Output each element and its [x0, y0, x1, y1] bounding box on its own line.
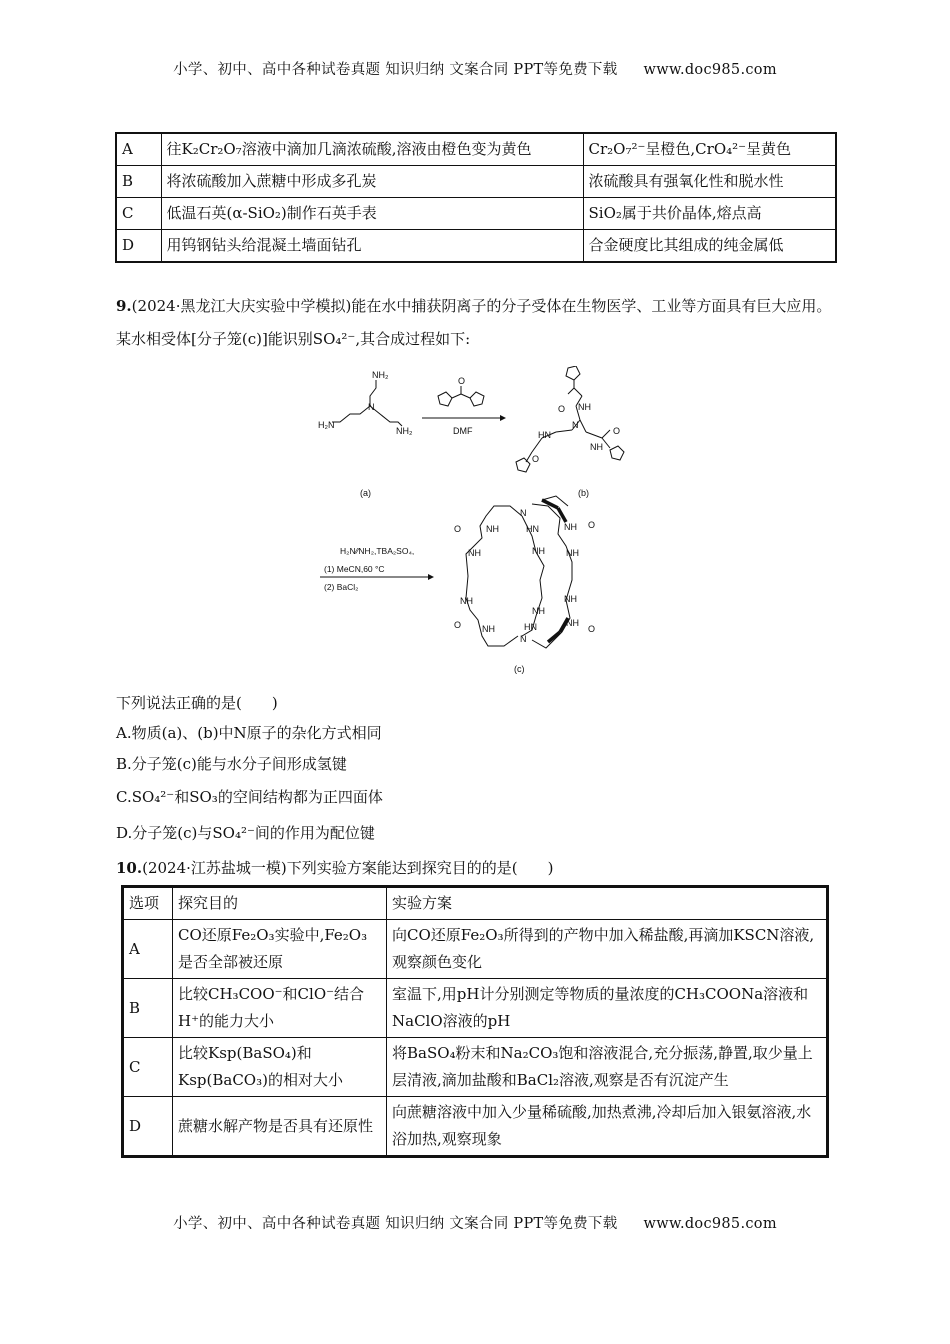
- header-site: www.doc985.com: [643, 62, 777, 78]
- option-b: B.分子笼(c)能与水分子间形成氢键: [116, 755, 347, 773]
- o-b3: O: [613, 426, 621, 436]
- question-9: [116, 290, 840, 356]
- nh-c5: NH: [532, 546, 545, 556]
- o-cdi: O: [458, 376, 466, 386]
- question-text: (2024·黑龙江大庆实验中学模拟)能在水中捕获阴离子的分子受体在生物医学、工业等方面具有巨大应用。某水相受体[分子笼(c)]能识别SO₄²⁻,其合成过程如下:: [116, 297, 832, 348]
- arrow-1-head: [500, 415, 506, 421]
- table-row: [116, 230, 836, 263]
- row-operation: 将浓硫酸加入蔗糖中形成多孔炭: [161, 166, 583, 198]
- table-row: [116, 166, 836, 198]
- table-row: [123, 920, 828, 979]
- hn-c1: HN: [526, 524, 539, 534]
- h2n-left: H₂N: [318, 420, 335, 430]
- row-operation: 往K₂Cr₂O₇溶液中滴加几滴浓硫酸,溶液由橙色变为黄色: [161, 133, 583, 166]
- header-plan: 实验方案: [387, 887, 828, 920]
- n-a: N: [368, 402, 375, 412]
- molecule-a: [332, 380, 402, 426]
- row-plan: 室温下,用pH计分别测定等物质的量浓度的CH₃COONa溶液和NaClO溶液的pH: [387, 979, 828, 1038]
- o-c3: O: [588, 520, 596, 530]
- n-c-bottom: N: [520, 634, 527, 644]
- nh2-right: NH₂: [396, 426, 413, 436]
- option-c: C.SO₄²⁻和SO₃的空间结构都为正四面体: [116, 788, 383, 806]
- table-q8-options: [115, 132, 837, 263]
- row-label: A: [116, 133, 161, 166]
- label-b: (b): [578, 488, 589, 498]
- row-reason: 合金硬度比其组成的纯金属低: [583, 230, 836, 263]
- hn-b: HN: [538, 430, 551, 440]
- table-row: [116, 133, 836, 166]
- footer-site: www.doc985.com: [643, 1216, 777, 1232]
- table-row: [123, 979, 828, 1038]
- o-c1: O: [454, 524, 462, 534]
- o-b1: O: [558, 404, 566, 414]
- header-purpose: 探究目的: [173, 887, 387, 920]
- row-plan: 将BaSO₄粉末和Na₂CO₃饱和溶液混合,充分振荡,静置,取少量上层清液,滴加盐酸和BaCl₂溶液,观察是否有沉淀产生: [387, 1038, 828, 1097]
- row-purpose: 比较Ksp(BaSO₄)和Ksp(BaCO₃)的相对大小: [173, 1038, 387, 1097]
- table-header-row: [123, 887, 828, 920]
- label-a: (a): [360, 488, 371, 498]
- question-text: (2024·江苏盐城一模)下列实验方案能达到探究目的的是( ): [142, 859, 554, 877]
- nh-c1: NH: [486, 524, 499, 534]
- cdi-reagent: [438, 386, 484, 406]
- row-label: D: [123, 1097, 173, 1157]
- reagent2-top: H₂N⁄⁄NH₂,TBA₂SO₄,: [340, 546, 415, 556]
- row-plan: 向蔗糖溶液中加入少量稀硫酸,加热煮沸,冷却后加入银氨溶液,水浴加热,观察现象: [387, 1097, 828, 1157]
- table-row: [116, 198, 836, 230]
- question-number: 9.: [116, 297, 132, 315]
- header-option: 选项: [123, 887, 173, 920]
- nh-c2: NH: [468, 548, 481, 558]
- row-label: B: [123, 979, 173, 1038]
- o-b2: O: [532, 454, 540, 464]
- synthesis-scheme: [310, 366, 650, 686]
- question-10: [116, 852, 840, 885]
- row-plan: 向CO还原Fe₂O₃所得到的产物中加入稀盐酸,再滴加KSCN溶液,观察颜色变化: [387, 920, 828, 979]
- question-9-stem: 下列说法正确的是( ): [116, 694, 278, 712]
- footer-text: 小学、初中、高中各种试卷真题 知识归纳 文案合同 PPT等免费下载: [173, 1216, 618, 1232]
- row-operation: 低温石英(α-SiO₂)制作石英手表: [161, 198, 583, 230]
- reagent-dmf: DMF: [453, 426, 473, 436]
- nh-c6: NH: [532, 606, 545, 616]
- row-reason: Cr₂O₇²⁻呈橙色,CrO₄²⁻呈黄色: [583, 133, 836, 166]
- table-row: [123, 1097, 828, 1157]
- o-c2: O: [454, 620, 462, 630]
- question-number: 10.: [116, 859, 143, 877]
- row-purpose: CO还原Fe₂O₃实验中,Fe₂O₃是否全部被还原: [173, 920, 387, 979]
- row-label: D: [116, 230, 161, 263]
- nh-c4: NH: [482, 624, 495, 634]
- o-c4: O: [588, 624, 596, 634]
- hn-c2: HN: [524, 622, 537, 632]
- nh-c7: NH: [564, 522, 577, 532]
- nh-c10: NH: [566, 618, 579, 628]
- row-label: A: [123, 920, 173, 979]
- reagent2-2: (2) BaCl₂: [324, 582, 359, 592]
- row-label: C: [123, 1038, 173, 1097]
- reagent2-1: (1) MeCN,60 °C: [324, 564, 385, 574]
- nh-b2: NH: [590, 442, 603, 452]
- nh-c9: NH: [564, 594, 577, 604]
- n-b: N: [572, 420, 579, 430]
- row-reason: SiO₂属于共价晶体,熔点高: [583, 198, 836, 230]
- row-label: C: [116, 198, 161, 230]
- option-d: D.分子笼(c)与SO₄²⁻间的作用为配位键: [116, 824, 375, 842]
- page-footer: [0, 1212, 950, 1233]
- nh2-top: NH₂: [372, 370, 389, 380]
- row-operation: 用钨钢钻头给混凝土墙面钻孔: [161, 230, 583, 263]
- table-row: [123, 1038, 828, 1097]
- option-a: A.物质(a)、(b)中N原子的杂化方式相同: [116, 724, 382, 742]
- row-reason: 浓硫酸具有强氧化性和脱水性: [583, 166, 836, 198]
- nh-c8: NH: [566, 548, 579, 558]
- row-purpose: 蔗糖水解产物是否具有还原性: [173, 1097, 387, 1157]
- page-header: [0, 58, 950, 79]
- row-purpose: 比较CH₃COO⁻和ClO⁻结合H⁺的能力大小: [173, 979, 387, 1038]
- nh-c3: NH: [460, 596, 473, 606]
- row-label: B: [116, 166, 161, 198]
- header-text: 小学、初中、高中各种试卷真题 知识归纳 文案合同 PPT等免费下载: [173, 62, 618, 78]
- table-q10: [121, 885, 829, 1158]
- label-c: (c): [514, 664, 525, 674]
- arrow-2-head: [428, 574, 434, 580]
- n-c-top: N: [520, 508, 527, 518]
- nh-b1: NH: [578, 402, 591, 412]
